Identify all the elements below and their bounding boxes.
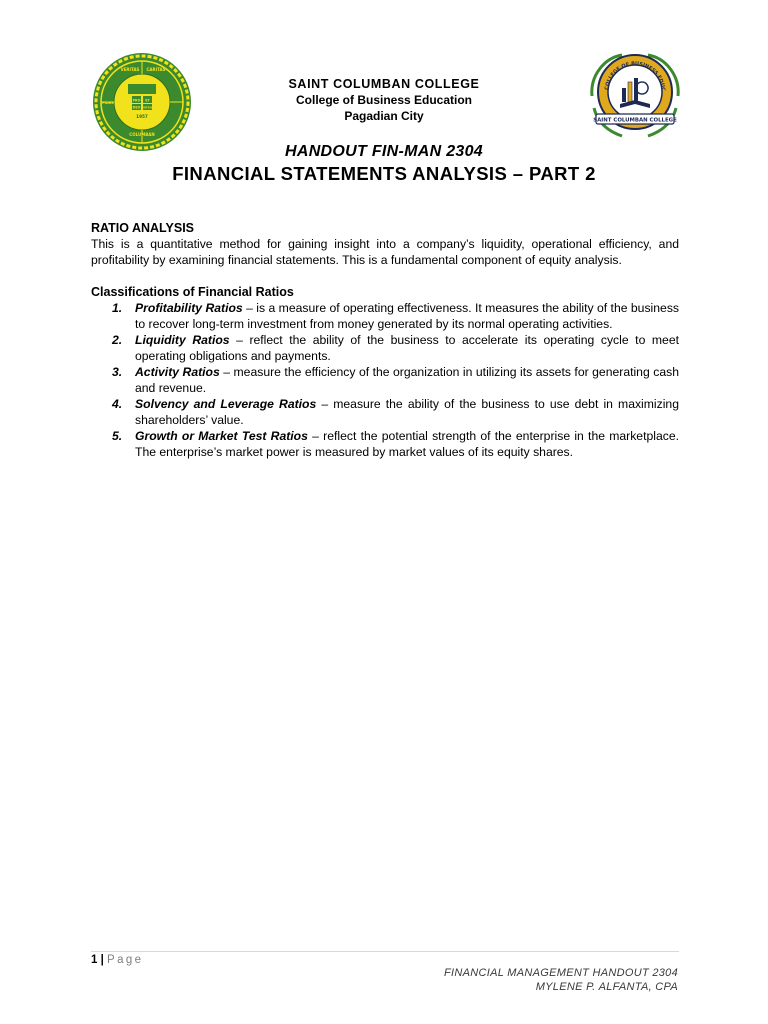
letterhead <box>230 77 538 124</box>
ratio-description: – measure the efficiency of the organization in utilizing its assets for generating cash and revenue. <box>135 365 679 395</box>
page-number-label <box>91 954 143 966</box>
handout-content <box>91 220 679 460</box>
footer-credits <box>444 966 678 994</box>
footer-handout-label: FINANCIAL MANAGEMENT HANDOUT 2304 <box>443 967 678 979</box>
seal-motto-3: DEO <box>132 105 141 110</box>
list-item <box>91 364 679 396</box>
logo-ring-text: COLLEGE OF BUSINESS EDUC <box>604 60 667 92</box>
list-number: 2. <box>112 333 123 347</box>
seal-text-bottom: COLUMBAN <box>129 132 155 137</box>
footer-divider <box>91 951 679 952</box>
seal-text-top: VERITAS <box>120 67 140 72</box>
handout-code: HANDOUT FIN-MAN 2304 <box>284 143 483 160</box>
ratio-description: – reflect the potential strength of the enterprise in the marketplace. The enterprise’s market power is measured by market values of its equity shares. <box>135 429 679 459</box>
list-item <box>91 428 679 460</box>
business-education-logo <box>582 52 688 140</box>
footer-author: MYLENE P. ALFANTA, CPA <box>535 981 678 993</box>
ratio-description: – measure the ability of the business to use debt in maximizing shareholders’ value. <box>135 397 679 427</box>
ratio-term: Activity Ratios <box>135 365 220 379</box>
page-word: Page <box>107 954 144 966</box>
section-intro: This is a quantitative method for gaining insight into a company’s liquidity, operational efficiency, and profitability by examining financial statements. This is a fundamental component of equity analysis. <box>91 237 679 267</box>
list-number: 4. <box>112 397 123 411</box>
ratio-term: Liquidity Ratios <box>135 333 230 347</box>
seal-motto-4: PATRIA <box>141 105 154 110</box>
list-item <box>91 300 679 332</box>
ratio-term: Profitability Ratios <box>135 301 243 315</box>
college-name: SAINT COLUMBAN COLLEGE <box>288 77 480 91</box>
page-separator: | <box>97 954 108 966</box>
list-item <box>91 396 679 428</box>
ratio-term: Growth or Market Test Ratios <box>135 429 308 443</box>
college-seal-logo <box>92 52 192 152</box>
ratio-term: Solvency and Leverage Ratios <box>135 397 317 411</box>
seal-motto-2: ET <box>145 98 150 103</box>
seal-text-left: FIDES <box>102 101 114 105</box>
seal-motto-1: PRO <box>132 98 141 103</box>
section-heading: RATIO ANALYSIS <box>91 221 195 235</box>
list-number: 5. <box>112 429 123 443</box>
list-item <box>91 332 679 364</box>
list-number: 1. <box>112 301 123 315</box>
classifications-heading: Classifications of Financial Ratios <box>91 285 294 299</box>
department-name: College of Business Education <box>295 93 473 107</box>
ratio-classification-list <box>91 300 679 460</box>
ratio-description: – is a measure of operating effectiveness. It measures the ability of the business to recover long-term investment from money generated by its normal operating activities. <box>135 301 680 331</box>
list-number: 3. <box>112 365 123 379</box>
seal-text-right: CARITAS <box>146 67 166 72</box>
logo-banner-text: SAINT COLUMBAN COLLEGE <box>593 117 677 124</box>
ratio-description: – reflect the ability of the business to accelerate its operating cycle to meet operating obligations and payments. <box>135 333 679 363</box>
document-title: FINANCIAL STATEMENTS ANALYSIS – PART 2 <box>172 163 596 184</box>
city-name: Pagadian City <box>344 109 424 123</box>
seal-year: 1957 <box>136 114 148 119</box>
page-number: 1 <box>91 954 98 966</box>
